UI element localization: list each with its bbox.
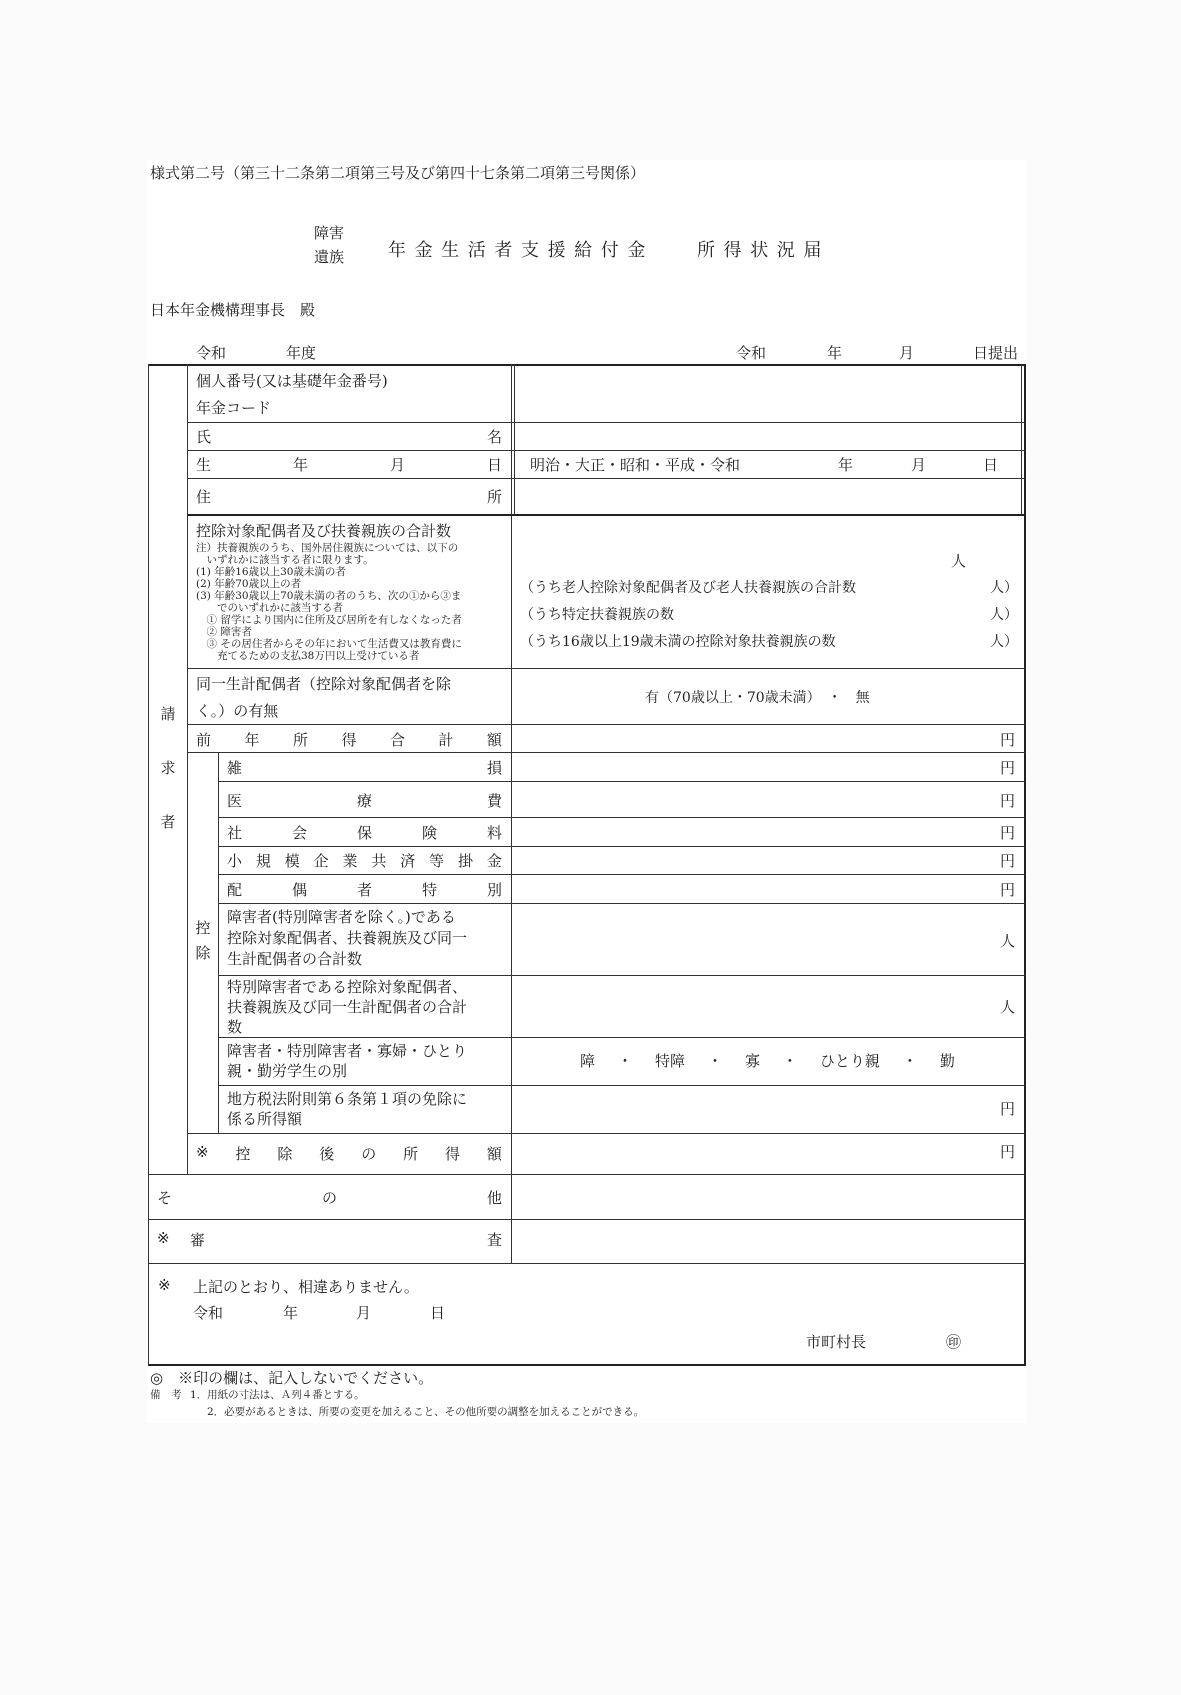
row-line (187, 1133, 1025, 1134)
label-line: 生計配偶者の合計数 (227, 950, 363, 968)
deduction-label-1: 控 (195, 919, 211, 937)
after-deduction-label (196, 1143, 502, 1164)
label-char: 計 (438, 731, 454, 749)
birthdate-era-options[interactable]: 明治・大正・昭和・平成・令和 (530, 456, 741, 474)
label-char: 療 (356, 792, 372, 810)
deduction-casualty-label (227, 757, 502, 778)
label-char: 者 (356, 881, 372, 899)
address-label (196, 486, 502, 507)
label-char: 金 (486, 852, 502, 870)
label-char: 額 (486, 731, 502, 749)
row-line (218, 903, 1025, 904)
footer-notice: ◎ ※印の欄は、記入しないでください。 (150, 1369, 434, 1387)
label-char: 得 (341, 731, 357, 749)
note-line: いずれかに該当する者に限ります。 (196, 554, 374, 566)
row-line (148, 1174, 1025, 1175)
personal-number-field[interactable] (516, 366, 1020, 421)
label-char: 別 (486, 881, 502, 899)
deduction-social-insurance-unit: 円 (1000, 824, 1016, 842)
label-char: の (361, 1145, 377, 1163)
label-line: 地方税法附則第６条第１項の免除に (227, 1090, 468, 1108)
label-char: 額 (486, 1145, 502, 1163)
row-line (187, 668, 1025, 669)
deduction-special-disabled-unit: 人 (1000, 998, 1016, 1016)
other-label (157, 1187, 502, 1208)
label-char: そ (157, 1189, 173, 1207)
mayor-label: 市町村長 (806, 1333, 867, 1351)
label-char: 月 (389, 456, 405, 474)
row-line (218, 1037, 1025, 1038)
label-char: 会 (291, 824, 307, 842)
birthdate-month: 月 (911, 456, 927, 474)
remarks-label: 備 考 (150, 1389, 182, 1401)
review-field (513, 1221, 1023, 1262)
label-char: 社 (227, 824, 243, 842)
row-line (148, 1263, 1025, 1264)
deduction-casualty-unit: 円 (1000, 759, 1016, 777)
deduction-disabled-unit: 人 (1000, 932, 1016, 950)
id-box-inner-right (1021, 364, 1022, 516)
deduction-label-2: 除 (195, 944, 211, 962)
label-line: 控除対象配偶者、扶養親族及び同一 (227, 929, 468, 947)
remark-2: 2．必要があるときは、所要の変更を加えること、その他所要の調整を加えることができる。 (207, 1406, 645, 1418)
personal-number-label: 個人番号(又は基礎年金番号) (196, 372, 388, 390)
id-box-inner-border (514, 364, 515, 516)
title-sub: 所得状況届 (697, 240, 830, 261)
deduction-medical-label (227, 790, 502, 811)
label-char: 偶 (291, 881, 307, 899)
deduction-status-label (227, 1041, 467, 1081)
dependents-title: 控除対象配偶者及び扶養親族の合計数 (196, 522, 452, 540)
deduction-column-divider (218, 752, 219, 1133)
remark-1: 1．用紙の寸法は、Ａ列４番とする。 (190, 1389, 365, 1401)
label-char: 損 (486, 759, 502, 777)
label-char: 住 (196, 488, 212, 506)
note-line: (1) 年齢16歳以上30歳未満の者 (196, 566, 346, 578)
form-number: 様式第二号（第三十二条第二項第三号及び第四十七条第二項第三号関係） (150, 164, 646, 182)
label-char: 小 (227, 852, 243, 870)
deduction-spouse-special-label (227, 879, 502, 900)
certification-mark: ※ (158, 1276, 171, 1294)
seal-icon: ㊞ (946, 1333, 962, 1351)
deduction-special-disabled-label (227, 977, 467, 1037)
row-line (187, 752, 1025, 753)
certification-era: 令和 (193, 1304, 224, 1322)
label-char: の (321, 1189, 337, 1207)
title-prefix-disability: 障害 (314, 224, 345, 242)
fiscal-year-label: 年度 (286, 344, 317, 362)
deduction-small-business-unit: 円 (1000, 852, 1016, 870)
submit-year-label: 年 (827, 344, 843, 362)
deduction-social-insurance-label (227, 822, 502, 843)
label-char: 掛 (458, 852, 474, 870)
submit-day-label: 日提出 (973, 344, 1019, 362)
label-char: 共 (371, 852, 387, 870)
label-char: 年 (292, 456, 308, 474)
option-single-parent[interactable]: ひとり親 (819, 1052, 880, 1070)
note-line: (3) 年齢30歳以上70歳未満の者のうち、次の①から③ま (196, 590, 462, 602)
same-household-spouse-label-1: 同一生計配偶者（控除対象配偶者を除 (196, 675, 452, 693)
value-column-divider (511, 364, 512, 1264)
birthdate-day: 日 (983, 456, 999, 474)
label-char: 年 (244, 731, 260, 749)
label-char: 得 (445, 1145, 461, 1163)
label-char: 後 (319, 1145, 335, 1163)
row-line (218, 781, 1025, 782)
birthdate-year: 年 (838, 456, 854, 474)
certification-month: 月 (356, 1304, 372, 1322)
label-char: 控 (235, 1145, 251, 1163)
label-line: 障害者(特別障害者を除く。)である (227, 908, 456, 926)
submit-era: 令和 (736, 344, 767, 362)
specific-dependents-unit: 人） (990, 607, 1018, 623)
young-dependents-label: （うち16歳以上19歳未満の控除対象扶養親族の数 (520, 634, 836, 650)
review-mark: ※ (157, 1229, 170, 1247)
row-line (187, 450, 1025, 451)
name-field[interactable] (516, 423, 1020, 449)
deduction-status-options[interactable] (580, 1050, 955, 1071)
note-line: ① 留学により国内に住所及び居所を有しなくなった者 (196, 614, 462, 626)
birthdate-label (196, 454, 502, 475)
young-dependents-unit: 人） (990, 634, 1018, 650)
claimant-label-1: 請 (160, 705, 176, 723)
label-char: 費 (486, 792, 502, 810)
same-household-spouse-options[interactable]: 有（70歳以上・70歳未満） ・ 無 (645, 690, 870, 706)
title-main: 年金生活者支援給付金 (388, 240, 654, 261)
note-line: 充てるための支払38万円以上受けている者 (196, 650, 420, 662)
row-line (218, 874, 1025, 875)
label-char: 規 (255, 852, 271, 870)
note-line: ② 障害者 (196, 626, 252, 638)
label-line: 数 (227, 1018, 243, 1036)
note-line: でのいずれかに該当する者 (196, 602, 343, 614)
submit-month-label: 月 (899, 344, 915, 362)
option-working-student[interactable]: 勤 (939, 1052, 955, 1070)
label-char: 除 (277, 1145, 293, 1163)
label-char: 合 (389, 731, 405, 749)
address-field[interactable] (516, 479, 1020, 513)
row-line (218, 846, 1025, 847)
certification-year: 年 (283, 1304, 299, 1322)
row-line (218, 1085, 1025, 1086)
separator: ・ (707, 1052, 723, 1070)
deduction-small-business-label (227, 850, 502, 871)
label-char: 雑 (227, 759, 243, 777)
label-char: ※ (196, 1143, 209, 1161)
same-household-spouse-label-2: く。）の有無 (196, 702, 279, 720)
row-line (218, 817, 1025, 818)
deduction-local-tax-unit: 円 (1000, 1100, 1016, 1118)
label-char: 所 (486, 488, 502, 506)
separator: ・ (782, 1052, 798, 1070)
deduction-spouse-special-unit: 円 (1000, 881, 1016, 899)
label-line: 扶養親族及び同一生計配偶者の合計 (227, 998, 468, 1016)
row-line (187, 724, 1025, 725)
note-line: (2) 年齢70歳以上の者 (196, 578, 302, 590)
claimant-column-divider (187, 364, 188, 1174)
row-line (148, 1219, 1025, 1220)
label-line: 特別障害者である控除対象配偶者、 (227, 978, 468, 996)
label-char: 等 (429, 852, 445, 870)
label-char: 業 (342, 852, 358, 870)
note-line: 注）扶養親族のうち、国外居住親族については、以下の (196, 542, 459, 554)
label-char: 険 (421, 824, 437, 842)
label-char: 前 (196, 731, 212, 749)
label-char: 所 (403, 1145, 419, 1163)
dependents-total-unit: 人 (951, 552, 967, 570)
separator: ・ (902, 1052, 918, 1070)
deduction-medical-unit: 円 (1000, 792, 1016, 810)
elderly-dependents-label: （うち老人控除対象配偶者及び老人扶養親族の合計数 (520, 580, 856, 596)
name-label (196, 426, 502, 447)
option-special-disabled[interactable]: 特障 (654, 1052, 685, 1070)
elderly-dependents-unit: 人） (990, 580, 1018, 596)
label-char: 氏 (196, 428, 212, 446)
dependents-notes (196, 542, 462, 662)
deduction-local-tax-label (227, 1089, 467, 1129)
label-char: 他 (486, 1189, 502, 1207)
row-line (187, 514, 1025, 516)
claimant-label-3: 者 (160, 813, 176, 831)
option-widow[interactable]: 寡 (744, 1052, 760, 1070)
title-prefix (314, 221, 344, 269)
row-line (218, 975, 1025, 976)
certification-statement: 上記のとおり、相違ありません。 (193, 1278, 419, 1296)
label-char: 日 (486, 456, 502, 474)
specific-dependents-label: （うち特定扶養親族の数 (520, 607, 674, 623)
label-line: 係る所得額 (227, 1110, 303, 1128)
label-char: 済 (400, 852, 416, 870)
separator: ・ (617, 1052, 633, 1070)
pension-code-label: 年金コード (196, 399, 272, 417)
label-char: 配 (227, 881, 243, 899)
label-char: 特 (421, 881, 437, 899)
title-prefix-survivor: 遺族 (314, 248, 345, 266)
label-char: 料 (486, 824, 502, 842)
table-bottom-border (148, 1364, 1026, 1366)
label-char: 模 (284, 852, 300, 870)
fiscal-era: 令和 (196, 344, 227, 362)
label-char: 生 (196, 456, 212, 474)
note-line: ③ その居住者からその年において生活費又は教育費に (196, 638, 462, 650)
label-char: 名 (486, 428, 502, 446)
table-left-border (148, 364, 149, 1366)
label-char: 保 (356, 824, 372, 842)
label-char: 医 (227, 792, 243, 810)
label-char: 所 (292, 731, 308, 749)
after-deduction-unit: 円 (1000, 1143, 1016, 1161)
addressee: 日本年金機構理事長 殿 (150, 301, 316, 319)
other-field[interactable] (513, 1176, 1023, 1218)
label-line: 親・勤労学生の別 (227, 1062, 348, 1080)
deduction-disabled-label (227, 907, 467, 970)
label-char: 企 (313, 852, 329, 870)
review-label-start: 審 (190, 1231, 206, 1249)
label-line: 障害者・特別障害者・寡婦・ひとり (227, 1042, 468, 1060)
review-label-end: 査 (487, 1231, 503, 1249)
certification-day: 日 (430, 1304, 446, 1322)
option-disabled[interactable]: 障 (580, 1052, 596, 1070)
prev-year-income-label (196, 729, 502, 750)
claimant-label-2: 求 (160, 759, 176, 777)
prev-year-income-unit: 円 (1000, 731, 1016, 749)
